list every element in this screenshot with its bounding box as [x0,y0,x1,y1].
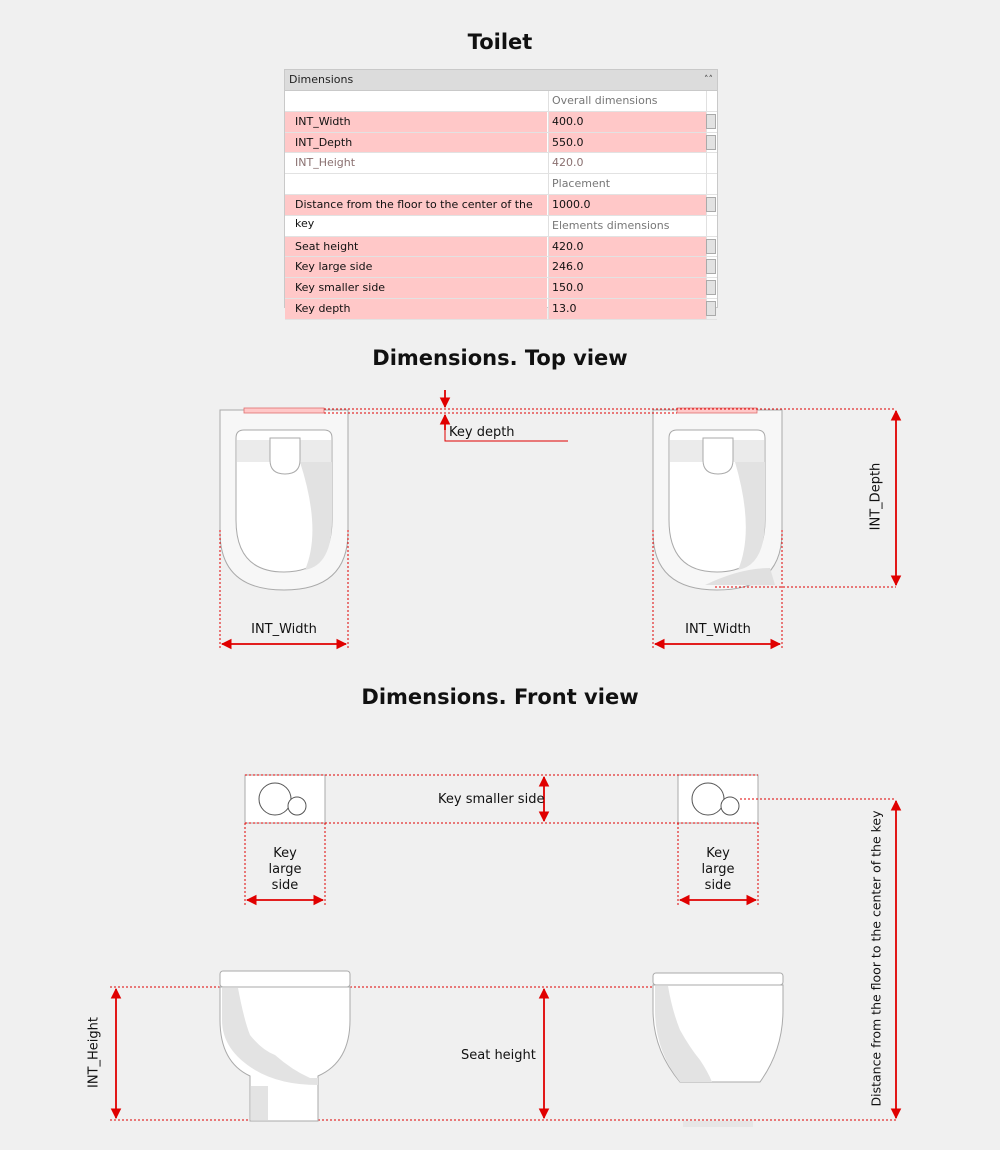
front-view-extension-lines [110,775,896,1120]
property-name: INT_Height [295,156,356,170]
property-group-title: Elements dimensions [548,216,706,236]
front-view-right-toilet [653,973,783,1127]
property-name: INT_Width [285,112,547,132]
property-value-field[interactable]: 400.0 [548,112,706,132]
top-view-title: Dimensions. Top view [372,346,628,370]
top-view-left-toilet [220,408,348,590]
front-view-dimension-arrows [116,777,896,1118]
property-group-title: Placement [548,174,706,194]
property-name: Key depth [285,299,547,319]
key-large-side-left-line1: Key [273,846,297,861]
int-width-right-label: INT_Width [685,622,751,637]
property-group-title: Overall dimensions [548,91,706,111]
page-title: Toilet [467,30,533,54]
key-large-side-left-line2: large [268,862,302,877]
property-name: Distance from the floor to the center of the key [285,195,547,215]
property-value-field[interactable]: 150.0 [548,278,706,298]
property-value-field[interactable]: 13.0 [548,299,706,319]
seat-height-label: Seat height [461,1048,536,1063]
int-height-label: INT_Height [86,1017,102,1088]
key-smaller-side-label: Key smaller side [438,792,545,807]
key-large-side-right-label [678,846,758,894]
top-view-right-toilet [653,408,782,590]
front-view-left-toilet [220,971,350,1121]
key-large-side-left-label [245,846,325,894]
property-value-field[interactable]: 420.0 [548,237,706,257]
properties-header-label: Dimensions [289,73,354,86]
key-large-side-right-line1: Key [706,846,730,861]
key-large-side-left-line3: side [271,878,299,893]
front-view-left-key [245,775,325,823]
collapse-chevron-icon[interactable]: ˄˄ [704,75,713,85]
key-large-side-right-line2: large [701,862,735,877]
property-value-field[interactable]: 420.0 [548,153,706,173]
floor-to-key-label: Distance from the floor to the center of the key [868,810,884,1107]
property-value-field[interactable]: 1000.0 [548,195,706,215]
front-view-title: Dimensions. Front view [361,685,639,709]
property-value-field[interactable]: 246.0 [548,257,706,277]
int-width-left-label: INT_Width [251,622,317,637]
property-name: Key smaller side [285,278,547,298]
property-name: INT_Depth [285,133,547,153]
property-value-field[interactable]: 550.0 [548,133,706,153]
int-depth-label: INT_Depth [868,462,884,531]
key-depth-label: Key depth [449,425,515,440]
property-name: Key large side [285,257,547,277]
key-large-side-right-line3: side [704,878,732,893]
property-name: Seat height [285,237,547,257]
